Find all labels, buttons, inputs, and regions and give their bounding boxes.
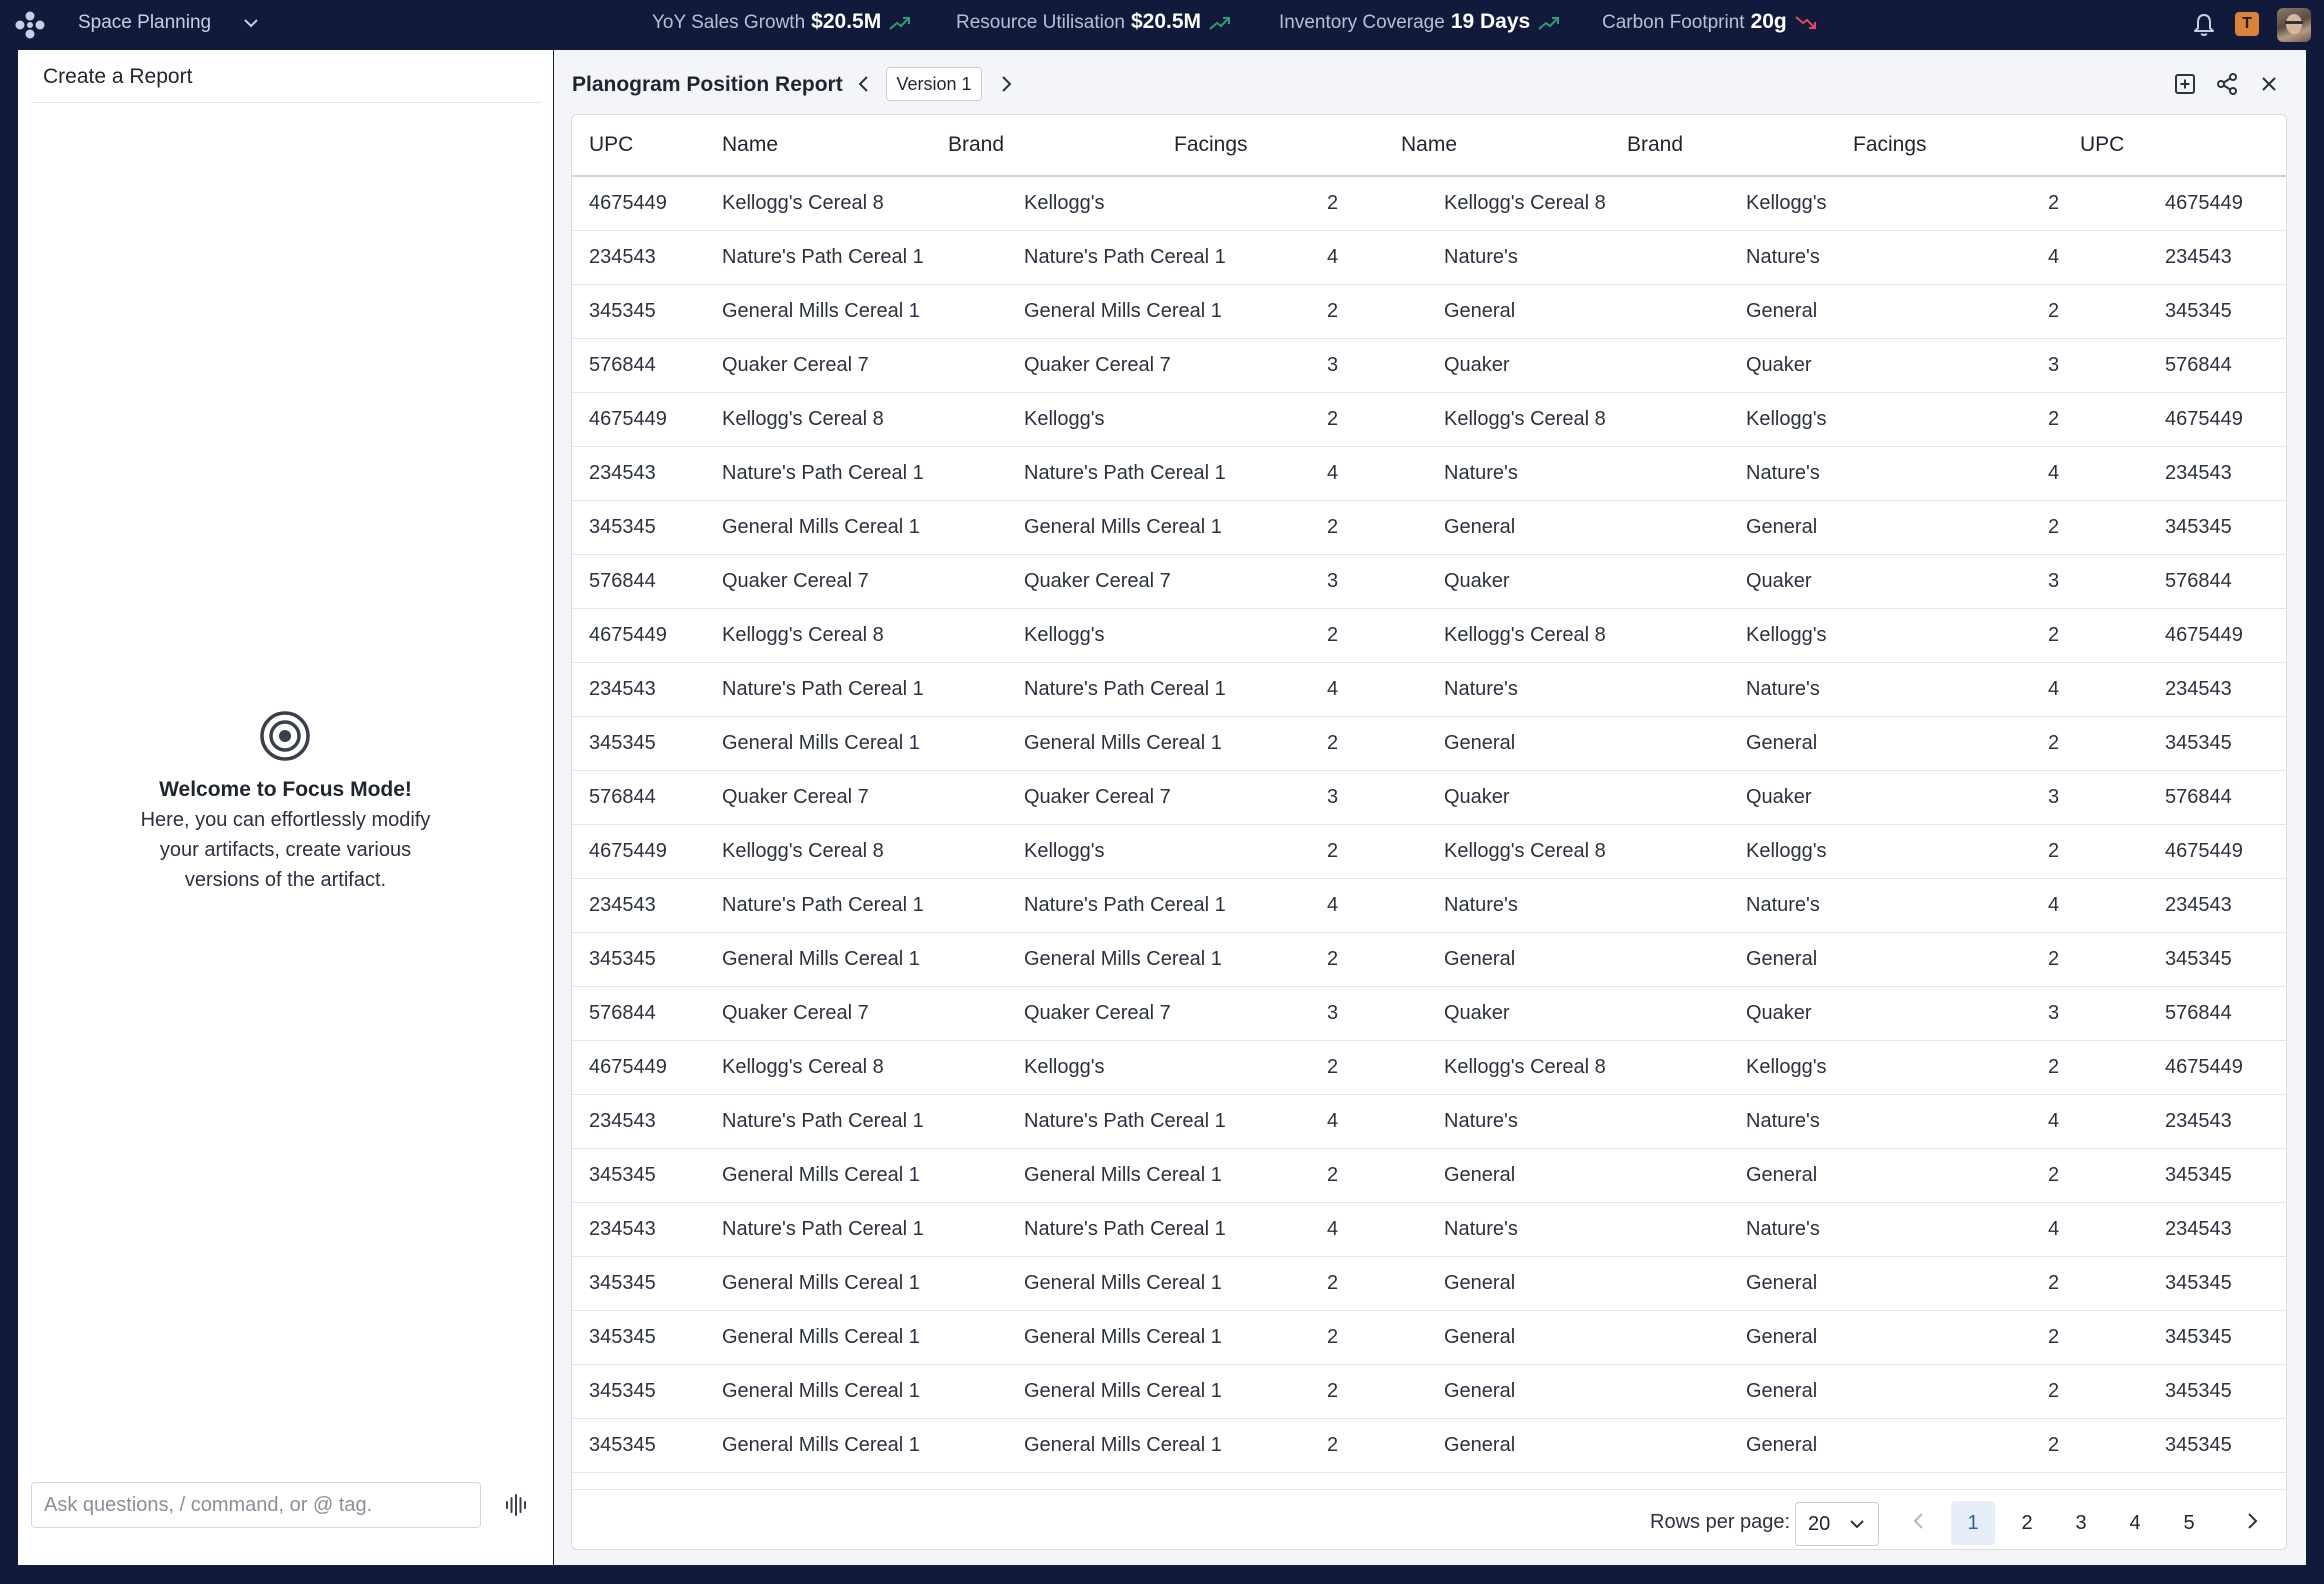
table-cell: Kellogg's Cereal 8 <box>722 192 884 214</box>
table-row[interactable] <box>572 825 2286 879</box>
table-cell: Quaker <box>1444 354 1510 376</box>
table-cell: 4675449 <box>2165 192 2243 214</box>
table-cell: General <box>1444 1272 1516 1294</box>
table-cell: 345345 <box>2165 300 2232 322</box>
add-to-board-icon[interactable] <box>2173 72 2197 96</box>
table-cell: General Mills Cereal 1 <box>1024 1272 1222 1294</box>
table-cell: General Mills Cereal 1 <box>1024 732 1222 754</box>
table-cell: Quaker Cereal 7 <box>1024 1002 1171 1024</box>
table-cell: 4675449 <box>589 192 667 214</box>
table-cell: General <box>1746 1272 1818 1294</box>
column-header[interactable]: UPC <box>2080 133 2125 156</box>
trend-up-icon <box>1538 15 1560 31</box>
kpi-label: Carbon Footprint <box>1602 12 1745 33</box>
table-cell: General Mills Cereal 1 <box>722 1272 920 1294</box>
report-panel <box>554 50 2306 1565</box>
table-row[interactable] <box>572 879 2286 933</box>
table-cell: 576844 <box>589 354 656 376</box>
table-row[interactable] <box>572 1203 2286 1257</box>
table-cell: 345345 <box>589 1164 656 1186</box>
trend-up-icon <box>889 15 911 31</box>
table-cell: 234543 <box>2165 1110 2232 1132</box>
table-cell: 234543 <box>589 678 656 700</box>
table-cell: 234543 <box>2165 894 2232 916</box>
table-cell: 576844 <box>589 570 656 592</box>
table-cell: 576844 <box>2165 786 2232 808</box>
table-cell: 2 <box>1327 192 1339 214</box>
table-cell: 3 <box>2048 570 2060 592</box>
table-cell: 4675449 <box>2165 624 2243 646</box>
table-cell: General Mills Cereal 1 <box>1024 1164 1222 1186</box>
table-cell: Nature's Path Cereal 1 <box>1024 678 1226 700</box>
table-cell: 576844 <box>2165 1002 2232 1024</box>
table-cell: General <box>1444 732 1516 754</box>
table-cell: General Mills Cereal 1 <box>722 732 920 754</box>
table-cell: Nature's <box>1444 462 1518 484</box>
table-cell: General Mills Cereal 1 <box>722 948 920 970</box>
table-cell: 2 <box>1327 1434 1339 1456</box>
table-cell: General <box>1746 1326 1818 1348</box>
table-cell: General Mills Cereal 1 <box>1024 1380 1222 1402</box>
table-cell: 2 <box>2048 408 2060 430</box>
kpi-value: $20.5M <box>1130 10 1202 33</box>
table-cell: Quaker Cereal 7 <box>1024 786 1171 808</box>
table-cell: 4 <box>1327 678 1339 700</box>
trend-down-icon <box>1795 15 1817 31</box>
table-cell: General <box>1746 516 1818 538</box>
table-cell: 234543 <box>589 462 656 484</box>
table-cell: 345345 <box>2165 1434 2232 1456</box>
table-row[interactable] <box>572 1257 2286 1311</box>
voice-input-icon[interactable] <box>504 1493 528 1517</box>
table-cell: Quaker <box>1746 354 1812 376</box>
table-cell: General <box>1746 1380 1818 1402</box>
table-cell: 345345 <box>589 948 656 970</box>
table-cell: 345345 <box>589 732 656 754</box>
table-cell: 576844 <box>2165 354 2232 376</box>
table-cell: 4 <box>2048 678 2060 700</box>
divider <box>32 102 542 103</box>
panel-title: Create a Report <box>43 65 193 88</box>
table-cell: 2 <box>1327 624 1339 646</box>
table-cell: Nature's <box>1746 678 1820 700</box>
table-cell: 4 <box>1327 462 1339 484</box>
table-cell: 4675449 <box>589 408 667 430</box>
table-cell: Quaker Cereal 7 <box>722 354 869 376</box>
previous-version-button[interactable] <box>852 72 876 96</box>
target-icon <box>259 710 311 762</box>
next-page-button[interactable] <box>2241 1510 2263 1532</box>
version-selector[interactable]: Version 1 <box>886 67 982 101</box>
table-cell: 234543 <box>589 246 656 268</box>
table-row[interactable] <box>572 1149 2286 1203</box>
page-2-button[interactable]: 2 <box>2021 1512 2033 1534</box>
table-cell: Kellogg's Cereal 8 <box>722 408 884 430</box>
table-cell: Nature's Path Cereal 1 <box>1024 1110 1226 1132</box>
table-cell: 4675449 <box>2165 840 2243 862</box>
table-cell: General Mills Cereal 1 <box>722 516 920 538</box>
table-cell: 2 <box>1327 408 1339 430</box>
table-cell: 2 <box>2048 1326 2060 1348</box>
table-cell: Nature's Path Cereal 1 <box>722 894 924 916</box>
table-cell: 345345 <box>589 1326 656 1348</box>
table-cell: General <box>1444 1164 1516 1186</box>
table-cell: Nature's <box>1444 678 1518 700</box>
table-cell: 234543 <box>589 894 656 916</box>
table-row[interactable] <box>572 1365 2286 1419</box>
column-header[interactable]: Facings <box>1174 133 1248 156</box>
table-cell: 4 <box>1327 246 1339 268</box>
table-row[interactable] <box>572 231 2286 285</box>
table-cell: Kellogg's <box>1746 192 1827 214</box>
table-cell: 2 <box>1327 1272 1339 1294</box>
table-cell: General <box>1444 1326 1516 1348</box>
table-cell: Quaker Cereal 7 <box>1024 354 1171 376</box>
table-cell: Nature's <box>1444 1218 1518 1240</box>
app-logo-icon[interactable] <box>14 10 46 40</box>
table-cell: 4675449 <box>589 1056 667 1078</box>
table-cell: 2 <box>2048 732 2060 754</box>
pagination <box>572 1489 2286 1550</box>
table-cell: Nature's <box>1746 1110 1820 1132</box>
table-cell: General <box>1746 948 1818 970</box>
column-header[interactable]: Brand <box>948 133 1005 156</box>
table-row[interactable] <box>572 177 2286 231</box>
table-cell: Quaker Cereal 7 <box>722 1002 869 1024</box>
table-cell: Nature's <box>1444 246 1518 268</box>
table-cell: 345345 <box>2165 1326 2232 1348</box>
table-cell: 4 <box>2048 462 2060 484</box>
table-cell: 345345 <box>2165 948 2232 970</box>
next-version-button[interactable] <box>994 72 1018 96</box>
table-cell: 4 <box>2048 1218 2060 1240</box>
table-cell: 234543 <box>2165 462 2232 484</box>
table-cell: Quaker <box>1746 786 1812 808</box>
table-cell: 4 <box>2048 1110 2060 1132</box>
table-cell: Kellogg's Cereal 8 <box>1444 624 1606 646</box>
table-cell: Kellogg's <box>1024 840 1105 862</box>
kpi-carbon-footprint <box>1602 10 1817 34</box>
table-cell: Kellogg's Cereal 8 <box>1444 408 1606 430</box>
share-icon[interactable] <box>2215 72 2239 96</box>
table-cell: 345345 <box>589 516 656 538</box>
table-cell: Kellogg's <box>1024 408 1105 430</box>
table-cell: 345345 <box>2165 516 2232 538</box>
table-cell: General Mills Cereal 1 <box>1024 1326 1222 1348</box>
table-cell: 234543 <box>589 1218 656 1240</box>
close-icon[interactable] <box>2257 72 2281 96</box>
table-cell: 345345 <box>2165 1380 2232 1402</box>
table-cell: 2 <box>1327 840 1339 862</box>
table-cell: General Mills Cereal 1 <box>1024 948 1222 970</box>
table-cell: 2 <box>1327 300 1339 322</box>
column-header[interactable]: Name <box>1401 133 1458 156</box>
table-cell: General <box>1746 1434 1818 1456</box>
table-cell: Quaker <box>1746 1002 1812 1024</box>
table-cell: General <box>1746 1164 1818 1186</box>
table-cell: Quaker <box>1444 1002 1510 1024</box>
table-row[interactable] <box>572 1041 2286 1095</box>
table-cell: Kellogg's <box>1024 624 1105 646</box>
trend-up-icon <box>1209 15 1231 31</box>
table-row[interactable] <box>572 555 2286 609</box>
table-cell: 4 <box>1327 1110 1339 1132</box>
table-cell: Kellogg's Cereal 8 <box>722 840 884 862</box>
column-header[interactable]: Brand <box>1627 133 1684 156</box>
table-cell: General <box>1444 516 1516 538</box>
table-row[interactable] <box>572 1311 2286 1365</box>
kpi-label: Resource Utilisation <box>956 12 1125 33</box>
report-title: Planogram Position Report <box>572 73 843 96</box>
table-cell: Quaker Cereal 7 <box>722 570 869 592</box>
table-cell: General Mills Cereal 1 <box>1024 1434 1222 1456</box>
rows-per-page-select[interactable] <box>1795 1502 1879 1546</box>
table-cell: Kellogg's <box>1024 192 1105 214</box>
table-cell: Quaker Cereal 7 <box>1024 570 1171 592</box>
column-header[interactable]: Facings <box>1853 133 1927 156</box>
table-cell: General Mills Cereal 1 <box>722 300 920 322</box>
column-header[interactable]: Name <box>722 133 779 156</box>
table-cell: 4 <box>1327 894 1339 916</box>
welcome-title: Welcome to Focus Mode! <box>159 778 412 801</box>
table-cell: Nature's <box>1746 1218 1820 1240</box>
table-cell: General Mills Cereal 1 <box>722 1434 920 1456</box>
table-cell: 2 <box>2048 1164 2060 1186</box>
page-4-button[interactable]: 4 <box>2129 1512 2141 1534</box>
table-cell: Kellogg's <box>1746 840 1827 862</box>
table-cell: 2 <box>2048 1380 2060 1402</box>
table-cell: Nature's Path Cereal 1 <box>1024 246 1226 268</box>
table-cell: 2 <box>2048 192 2060 214</box>
rows-per-page-label: Rows per page: <box>1650 1511 1791 1533</box>
table-cell: 2 <box>2048 840 2060 862</box>
table-cell: 2 <box>2048 1434 2060 1456</box>
table-cell: Quaker <box>1444 786 1510 808</box>
table-cell: 345345 <box>2165 732 2232 754</box>
table-cell: 4675449 <box>589 840 667 862</box>
avatar[interactable] <box>2277 8 2311 42</box>
table-cell: 2 <box>1327 1164 1339 1186</box>
page-3-button[interactable]: 3 <box>2075 1512 2087 1534</box>
table-cell: 4 <box>2048 894 2060 916</box>
table-cell: 3 <box>1327 1002 1339 1024</box>
table-cell: Nature's Path Cereal 1 <box>722 246 924 268</box>
table-cell: 3 <box>1327 570 1339 592</box>
kpi-value: $20.5M <box>811 10 882 33</box>
table-cell: 576844 <box>589 786 656 808</box>
table-header <box>572 115 2286 177</box>
table-cell: Kellogg's Cereal 8 <box>722 1056 884 1078</box>
ask-input[interactable] <box>31 1482 481 1528</box>
table-cell: Nature's <box>1746 462 1820 484</box>
table-cell: Nature's Path Cereal 1 <box>1024 1218 1226 1240</box>
table-cell: Kellogg's <box>1746 1056 1827 1078</box>
table-row[interactable] <box>572 447 2286 501</box>
table-cell: Kellogg's <box>1746 408 1827 430</box>
table-row[interactable] <box>572 339 2286 393</box>
table-cell: Nature's Path Cereal 1 <box>722 1218 924 1240</box>
table-cell: Quaker <box>1444 570 1510 592</box>
table-cell: Kellogg's <box>1746 624 1827 646</box>
rows-per-page-value: 20 <box>1808 1513 1831 1535</box>
table-cell: 2 <box>2048 624 2060 646</box>
table-cell: Kellogg's Cereal 8 <box>722 624 884 646</box>
table-row[interactable] <box>572 285 2286 339</box>
table-cell: General <box>1444 1434 1516 1456</box>
table-row[interactable] <box>572 501 2286 555</box>
table-cell: General <box>1444 948 1516 970</box>
table-cell: 2 <box>1327 732 1339 754</box>
table-cell: 4675449 <box>2165 408 2243 430</box>
table-cell: Nature's Path Cereal 1 <box>1024 894 1226 916</box>
kpi-label: Inventory Coverage <box>1279 12 1445 33</box>
table-cell: 4675449 <box>2165 1056 2243 1078</box>
table-cell: General Mills Cereal 1 <box>722 1326 920 1348</box>
table-cell: Nature's Path Cereal 1 <box>722 462 924 484</box>
table-cell: 345345 <box>2165 1272 2232 1294</box>
table-cell: Nature's <box>1746 246 1820 268</box>
table-cell: General <box>1444 300 1516 322</box>
table-cell: General Mills Cereal 1 <box>722 1164 920 1186</box>
kpi-yoy-sales-growth <box>652 10 911 34</box>
table-cell: Kellogg's <box>1024 1056 1105 1078</box>
table-cell: General <box>1746 732 1818 754</box>
table-cell: Nature's Path Cereal 1 <box>722 1110 924 1132</box>
previous-page-button[interactable] <box>1908 1510 1930 1532</box>
table-cell: 2 <box>1327 516 1339 538</box>
table-row[interactable] <box>572 933 2286 987</box>
table-row[interactable] <box>572 663 2286 717</box>
table-cell: 4675449 <box>589 624 667 646</box>
page-5-button[interactable]: 5 <box>2183 1512 2195 1534</box>
table-cell: 3 <box>2048 1002 2060 1024</box>
table-cell: 234543 <box>2165 1218 2232 1240</box>
table-cell: 2 <box>2048 1272 2060 1294</box>
app-title[interactable]: Space Planning <box>78 12 212 33</box>
table-cell: 2 <box>1327 1326 1339 1348</box>
page-1-button[interactable]: 1 <box>1951 1501 1995 1545</box>
kpi-inventory-coverage <box>1279 10 1560 34</box>
kpi-label: YoY Sales Growth <box>652 12 806 33</box>
kpi-value: 19 Days <box>1450 10 1531 33</box>
table-body <box>572 177 2286 1473</box>
table-cell: 234543 <box>2165 246 2232 268</box>
table-cell: 576844 <box>2165 570 2232 592</box>
top-bar <box>0 0 2324 50</box>
table-cell: 2 <box>1327 1056 1339 1078</box>
table-row[interactable] <box>572 1095 2286 1149</box>
kpi-value: 20g <box>1750 10 1787 33</box>
kpi-resource-utilisation <box>956 10 1231 34</box>
table-cell: 2 <box>2048 300 2060 322</box>
table-cell: 345345 <box>589 1434 656 1456</box>
table-cell: General Mills Cereal 1 <box>722 1380 920 1402</box>
table-cell: 4 <box>1327 1218 1339 1240</box>
table-row[interactable] <box>572 987 2286 1041</box>
table-cell: 234543 <box>589 1110 656 1132</box>
table-row[interactable] <box>572 393 2286 447</box>
table-cell: 3 <box>2048 786 2060 808</box>
table-row[interactable] <box>572 1419 2286 1473</box>
table-cell: General <box>1444 1380 1516 1402</box>
table-cell: 4 <box>2048 246 2060 268</box>
table-cell: 3 <box>1327 786 1339 808</box>
table-cell: 345345 <box>2165 1164 2232 1186</box>
focus-mode-panel <box>18 50 553 1565</box>
table-cell: General <box>1746 300 1818 322</box>
table-cell: 576844 <box>589 1002 656 1024</box>
table-cell: 2 <box>2048 1056 2060 1078</box>
table-cell: Kellogg's Cereal 8 <box>1444 192 1606 214</box>
table-cell: Nature's <box>1444 894 1518 916</box>
welcome-text: Here, you can effortlessly modify your artifacts, create various versions of the artifact. <box>140 809 431 891</box>
table-cell: 345345 <box>589 300 656 322</box>
table-cell: 3 <box>1327 354 1339 376</box>
table-cell: General Mills Cereal 1 <box>1024 516 1222 538</box>
table-cell: Nature's Path Cereal 1 <box>722 678 924 700</box>
table-cell: Kellogg's Cereal 8 <box>1444 1056 1606 1078</box>
column-header[interactable]: UPC <box>589 133 634 156</box>
table-cell: Nature's Path Cereal 1 <box>1024 462 1226 484</box>
table-row[interactable] <box>572 609 2286 663</box>
notification-bell-icon[interactable] <box>2192 12 2216 38</box>
table-cell: Quaker <box>1746 570 1812 592</box>
table-cell: 234543 <box>2165 678 2232 700</box>
table-cell: 345345 <box>589 1380 656 1402</box>
table-cell: 2 <box>1327 1380 1339 1402</box>
table-cell: Nature's <box>1444 1110 1518 1132</box>
table-row[interactable] <box>572 771 2286 825</box>
user-initial-badge[interactable]: T <box>2235 12 2259 36</box>
table-cell: 345345 <box>589 1272 656 1294</box>
table-row[interactable] <box>572 717 2286 771</box>
table-cell: 3 <box>2048 354 2060 376</box>
table-cell: 2 <box>2048 516 2060 538</box>
table-cell: 2 <box>2048 948 2060 970</box>
table-cell: Quaker Cereal 7 <box>722 786 869 808</box>
table-cell: Kellogg's Cereal 8 <box>1444 840 1606 862</box>
report-table <box>571 114 2287 1550</box>
chevron-down-icon[interactable] <box>242 14 260 32</box>
chevron-down-icon <box>1848 1515 1866 1533</box>
table-cell: 2 <box>1327 948 1339 970</box>
table-cell: General Mills Cereal 1 <box>1024 300 1222 322</box>
table-cell: Nature's <box>1746 894 1820 916</box>
